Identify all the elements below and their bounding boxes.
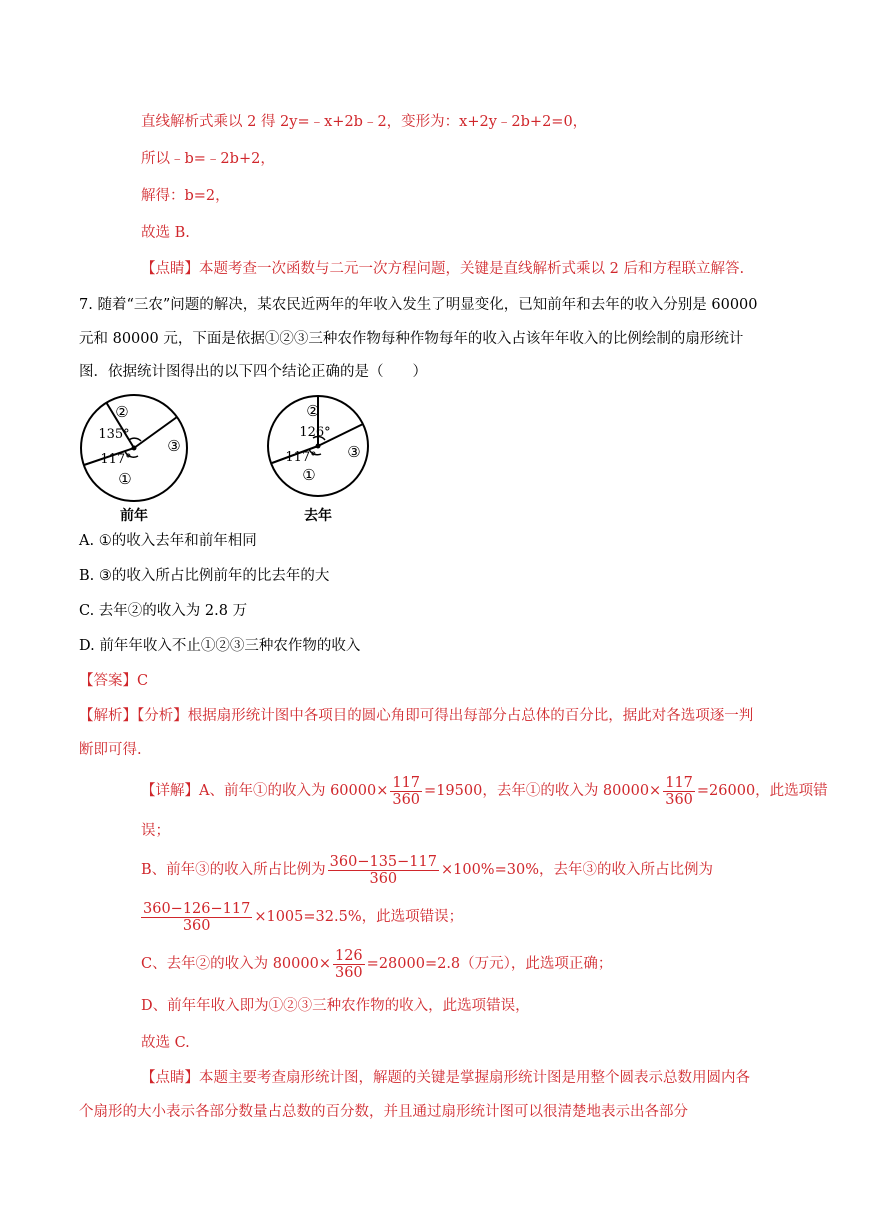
fraction-numerator: 126 [334, 947, 363, 964]
slice-label: ① [302, 466, 316, 484]
option-c: C. 去年②的收入为 2.8 万 [79, 603, 248, 619]
fraction-denominator: 360 [665, 791, 693, 808]
detail-c-post: =28000=2.8（万元），此选项正确； [366, 956, 613, 972]
fraction-denominator: 360 [334, 964, 363, 981]
option-d: D. 前年年收入不止①②③三种农作物的收入 [79, 638, 361, 654]
analysis-line-1: 【解析】【分析】根据扇形统计图中各项目的圆心角即可得出每部分占总体的百分比，据此对各选项逐一判 [79, 708, 754, 724]
detail-conclusion: 故选 C. [141, 1035, 190, 1051]
pie-chart-prev-year [74, 388, 214, 526]
detail-c-line [141, 944, 612, 984]
summary-line-2: 个扇形的大小表示各部分数量占总数的百分数，并且通过扇形统计图可以很清楚地表示出各部分 [79, 1104, 688, 1120]
slice-label: ② [306, 402, 320, 420]
fraction-numerator: 117 [665, 774, 693, 791]
detail-b-pre: B、前年③的收入所占比例为 [141, 862, 326, 878]
analysis-line-2: 断即可得. [79, 742, 142, 758]
slice-label: ② [115, 403, 129, 421]
detail-a-tail: 误； [141, 823, 170, 839]
summary-prev: 【点睛】本题考查一次函数与二元一次方程问题，关键是直线解析式乘以 2 后和方程联立解答. [141, 261, 745, 277]
detail-a-pre: 【详解】A、前年①的收入为 60000× [141, 783, 389, 799]
fraction [328, 854, 439, 887]
question-line-2: 元和 80000 元，下面是依据①②③三种农作物每种作物每年的收入占该年年收入的比例绘制的扇形统计 [79, 331, 744, 347]
option-b: B. ③的收入所占比例前年的比去年的大 [79, 568, 330, 584]
detail-a-mid: =19500，去年①的收入为 80000× [424, 783, 662, 799]
solution-line-1: 直线解析式乘以 2 得 2y=﹣x+2b﹣2，变形为：x+2y﹣2b+2=0， [141, 114, 588, 130]
angle-arc [129, 438, 141, 441]
fraction-denominator: 360 [369, 870, 398, 887]
detail-b-post: ×100%=30%，去年③的收入所占比例为 [440, 862, 713, 878]
angle-label: 135° [98, 427, 130, 442]
detail-b2-post: ×1005=32.5%，此选项错误； [254, 909, 464, 925]
detail-d: D、前年年收入即为①②③三种农作物的收入，此选项错误， [141, 998, 530, 1014]
fraction [390, 775, 422, 808]
fraction-numerator: 117 [392, 774, 421, 791]
pie-center [316, 444, 321, 449]
detail-a-line [141, 771, 828, 811]
fraction [141, 901, 252, 934]
fraction-denominator: 360 [392, 791, 421, 808]
chart-title: 去年 [304, 508, 332, 524]
pie-center [132, 446, 137, 451]
solution-line-4: 故选 B. [141, 225, 190, 241]
summary-line-1: 【点睛】本题主要考查扇形统计图，解题的关键是掌握扇形统计图是用整个圆表示总数用圆内各 [141, 1070, 750, 1086]
solution-line-3: 解得：b=2， [141, 188, 230, 204]
angle-label: 117° [100, 452, 132, 467]
fraction-numerator: 360−126−117 [143, 900, 251, 917]
fraction [663, 775, 695, 808]
chart-title: 前年 [120, 508, 148, 524]
fraction-numerator: 360−135−117 [329, 853, 437, 870]
pie-chart-last-year [263, 388, 403, 526]
slice-label: ③ [347, 443, 361, 461]
question-line-3: 图．依据统计图得出的以下四个结论正确的是（ ） [79, 364, 427, 380]
detail-b-line [141, 850, 713, 890]
fraction-denominator: 360 [182, 917, 211, 934]
question-line-1: 7. 随着“三农”问题的解决，某农民近两年的年收入发生了明显变化，已知前年和去年的收入分别是 60000 [79, 297, 758, 313]
detail-b2-line [141, 897, 463, 937]
detail-a-post: =26000，此选项错 [696, 783, 828, 799]
answer: 【答案】C [79, 673, 149, 689]
option-a: A. ①的收入去年和前年相同 [79, 533, 257, 549]
fraction [333, 948, 365, 981]
angle-label: 117° [285, 450, 317, 465]
slice-label: ③ [167, 437, 181, 455]
slice-label: ① [118, 470, 132, 488]
detail-c-pre: C、去年②的收入为 80000× [141, 956, 331, 972]
solution-line-2: 所以﹣b=﹣2b+2， [141, 151, 275, 167]
angle-label: 126° [299, 425, 331, 440]
